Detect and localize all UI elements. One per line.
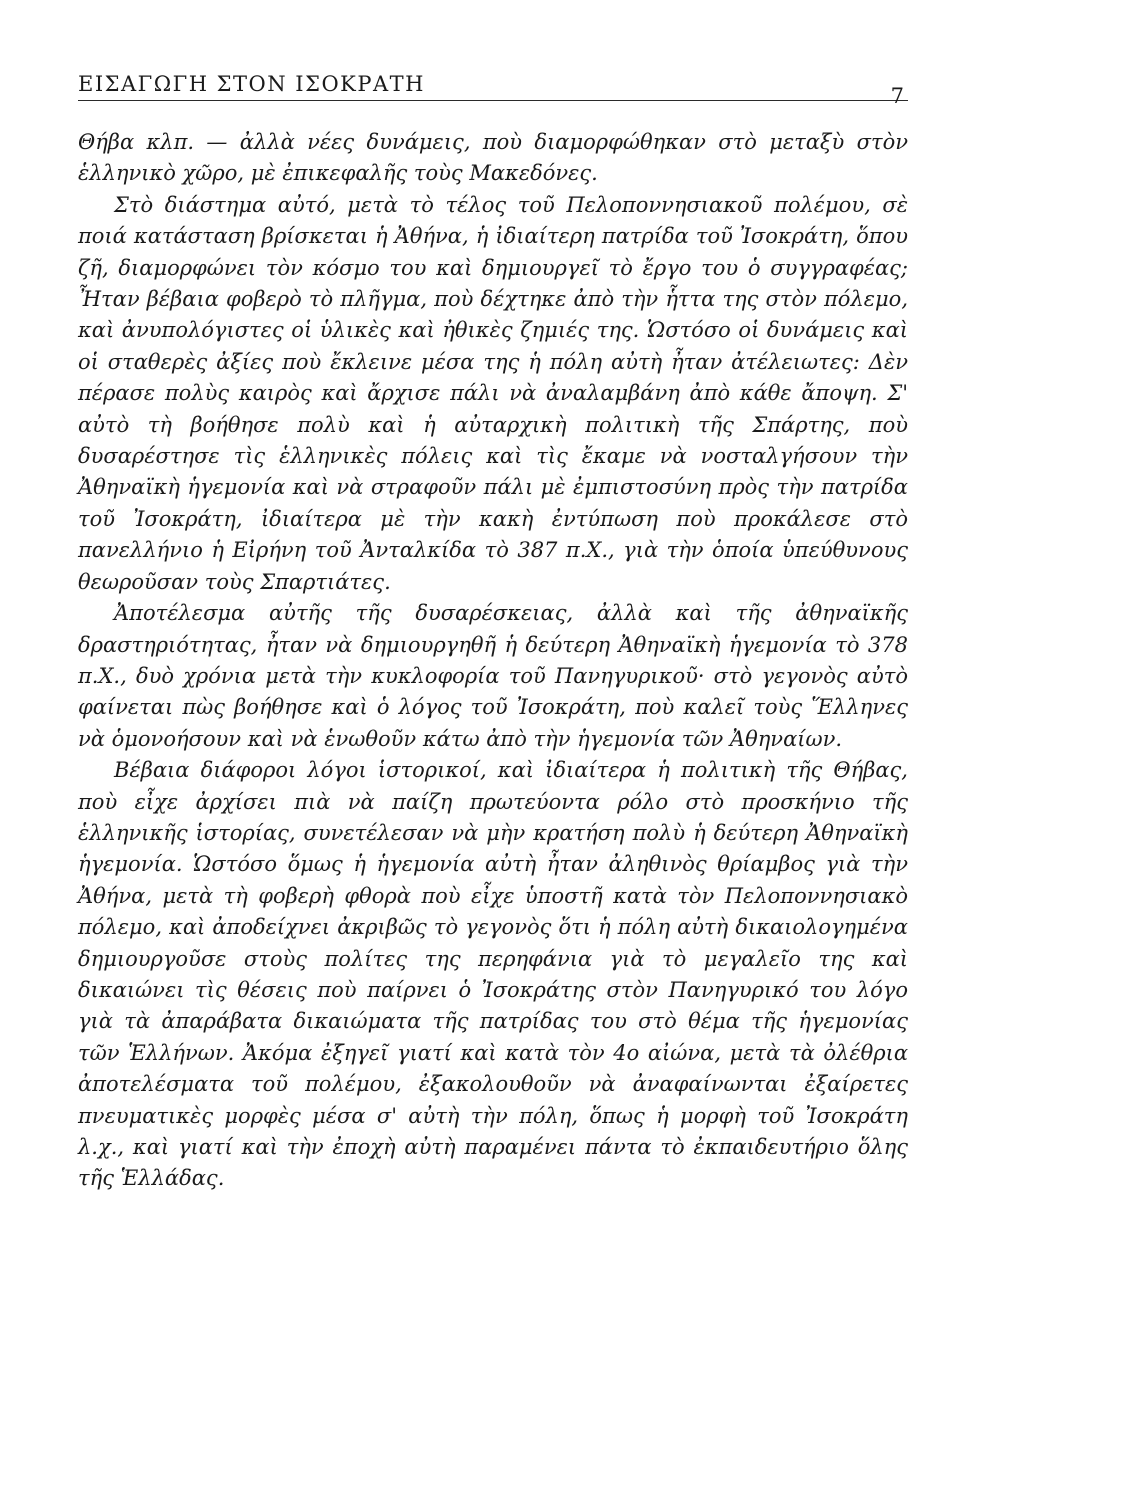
paragraph-continuation: Θήβα κλπ. — ἀλλὰ νέες δυνάμεις, ποὺ διαμορφώθηκαν στὸ μεταξὺ στὸν ἑλληνικὸ χῶρο, μὲ ἐπικεφαλῆς τοὺς Μακεδόνες. — [78, 130, 908, 186]
paragraph: Βέβαια διάφοροι λόγοι ἱστορικοί, καὶ ἰδιαίτερα ἡ πολιτικὴ τῆς Θήβας, ποὺ εἶχε ἀρχίσει πιὰ νὰ παίζη πρωτεύοντα ρόλο στὸ προσκήνιο τῆς ἑλληνικῆς ἱστορίας, συνετέλεσαν νὰ μὴν κρατήση πολὺ ἡ δεύτερη Ἀθηναϊκὴ ἡγεμονία. Ὡστόσο ὅμως ἡ ἡγεμονία αὐτὴ ἦταν ἀληθινὸς θρίαμβος γιὰ τὴν Ἀθήνα, μετὰ τὴ φοβερὴ φθορὰ ποὺ εἶχε ὑποστῆ κατὰ τὸν Πελοποννησιακὸ πόλεμο, καὶ ἀποδείχνει ἀκριβῶς τὸ γεγονὸς ὅτι ἡ πόλη αὐτὴ δικαιολογημένα δημιουργοῦσε στοὺς πολίτες της περηφάνια γιὰ τὸ μεγαλεῖο της καὶ δικαιώνει τὶς θέσεις ποὺ παίρνει ὁ Ἰσοκράτης στὸν Πανηγυρικό του λόγο γιὰ τὰ ἀπαράβατα δικαιώματα τῆς πατρίδας του στὸ θέμα τῆς ἡγεμονίας τῶν Ἑλλήνων. Ἀκόμα ἐξηγεῖ γιατί καὶ κατὰ τὸν 4ο αἰώνα, μετὰ τὰ ὀλέθρια ἀποτελέσματα τοῦ πολέμου, ἐξακολουθοῦν νὰ ἀναφαίνωνται ἐξαίρετες πνευματικὲς μορφὲς μέσα σ' αὐτὴ τὴν πόλη, ὅπως ἡ μορφὴ τοῦ Ἰσοκράτη λ.χ., καὶ γιατί καὶ τὴν ἐποχὴ αὐτὴ παραμένει πάντα τὸ ἐκπαιδευτήριο ὅλης τῆς Ἑλλάδας. — [78, 758, 908, 1191]
body-text — [78, 127, 908, 1195]
running-title: ΕΙΣΑΓΩΓΗ ΣΤΟΝ ΙΣΟΚΡΑΤΗ — [78, 72, 425, 96]
paragraph: Στὸ διάστημα αὐτό, μετὰ τὸ τέλος τοῦ Πελοποννησιακοῦ πολέμου, σὲ ποιά κατάσταση βρίσκεται ἡ Ἀθήνα, ἡ ἰδιαίτερη πατρίδα τοῦ Ἰσοκράτη, ὅπου ζῆ, διαμορφώνει τὸν κόσμο του καὶ δημιουργεῖ τὸ ἔργο του ὁ συγγραφέας; Ἦταν βέβαια φοβερὸ τὸ πλῆγμα, ποὺ δέχτηκε ἀπὸ τὴν ἧττα της στὸν πόλεμο, καὶ ἀνυπολόγιστες οἱ ὑλικὲς καὶ ἠθικὲς ζημιές της. Ὡστόσο οἱ δυνάμεις καὶ οἱ σταθερὲς ἀξίες ποὺ ἔκλεινε μέσα της ἡ πόλη αὐτὴ ἦταν ἀτέλειωτες: Δὲν πέρασε πολὺς καιρὸς καὶ ἄρχισε πάλι νὰ ἀναλαμβάνη ἀπὸ κάθε ἄποψη. Σ' αὐτὸ τὴ βοήθησε πολὺ καὶ ἡ αὐταρχικὴ πολιτικὴ τῆς Σπάρτης, ποὺ δυσαρέστησε τὶς ἑλληνικὲς πόλεις καὶ τὶς ἔκαμε νὰ νοσταλγήσουν τὴν Ἀθηναϊκὴ ἡγεμονία καὶ νὰ στραφοῦν πάλι μὲ ἐμπιστοσύνη πρὸς τὴν πατρίδα τοῦ Ἰσοκράτη, ἰδιαίτερα μὲ τὴν κακὴ ἐντύπωση ποὺ προκάλεσε στὸ πανελλήνιο ἡ Εἰρήνη τοῦ Ἀνταλκίδα τὸ 387 π.Χ., γιὰ τὴν ὁποία ὑπεύθυνους θεωροῦσαν τοὺς Σπαρτιάτες. — [78, 192, 908, 594]
book-page — [78, 52, 908, 1195]
page-number: 7 — [890, 84, 904, 108]
paragraph: Ἀποτέλεσμα αὐτῆς τῆς δυσαρέσκειας, ἀλλὰ καὶ τῆς ἀθηναϊκῆς δραστηριότητας, ἦταν νὰ δημιουργηθῆ ἡ δεύτερη Ἀθηναϊκὴ ἡγεμονία τὸ 378 π.Χ., δυὸ χρόνια μετὰ τὴν κυκλοφορία τοῦ Πανηγυρικοῦ· στὸ γεγονὸς αὐτὸ φαίνεται πὼς βοήθησε καὶ ὁ λόγος τοῦ Ἰσοκράτη, ποὺ καλεῖ τοὺς Ἕλληνες νὰ ὁμονοήσουν καὶ νὰ ἑνωθοῦν κάτω ἀπὸ τὴν ἡγεμονία τῶν Ἀθηναίων. — [78, 601, 908, 751]
running-header — [78, 52, 908, 108]
